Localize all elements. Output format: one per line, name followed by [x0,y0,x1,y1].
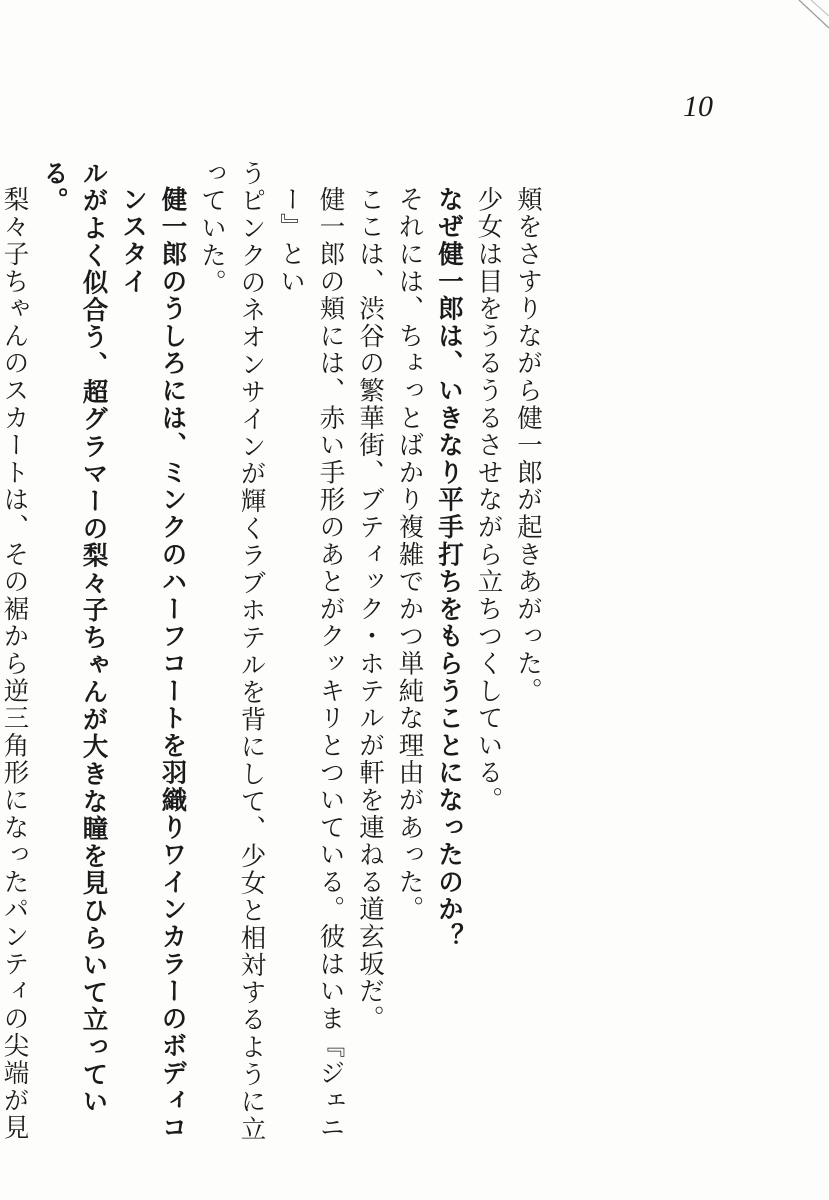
text-segment: 頬をさすりながら健一郎が起きあがった。 [513,185,543,705]
text-line [350,160,390,1160]
text-segment: それには、ちょっとばかり複雑でかつ単純な理由があった。 [394,185,425,923]
text-line [0,160,34,1160]
text-line [429,160,469,1160]
vertical-body-text [0,160,547,1160]
text-line [34,160,113,1160]
text-segment: 健一郎の頬には、赤い手形のあとがクッキリとついている。彼はいま『ジェニー』とい [276,185,346,1141]
text-segment: うピンクのネオンサインが輝くラブホテルを背にして、少女と相対するように立っていた。 [197,160,267,1143]
bold-text-segment: 健一郎のうしろには、ミンクのハーフコートを羽織りワインカラーのボディコンスタイ [118,185,188,1141]
text-line [192,160,271,1160]
text-segment: 少女は目をうるうるさせながら立ちつくしている。 [473,185,504,814]
text-line [389,160,429,1160]
bold-text-segment: なぜ健一郎は、いきなり平手打ちをもらうことになったのか？ [434,185,464,950]
page-corner-scan-mark [789,0,829,40]
text-line [113,160,192,1160]
text-line [271,160,350,1160]
bold-text-segment: ルがよく似合う、超グラマーの梨々子ちゃんが大きな瞳を見ひらいて立っている。 [39,160,109,1116]
text-line [508,160,548,1160]
text-segment: ここは、渋谷の繁華街、ブティック・ホテルが軒を連ねる道玄坂だ。 [355,185,385,1032]
text-segment: 梨々子ちゃんのスカートは、その裾から逆三角形になったパンティの尖端が見 [0,185,30,1141]
text-line [468,160,508,1160]
page-number: 10 [683,90,713,123]
